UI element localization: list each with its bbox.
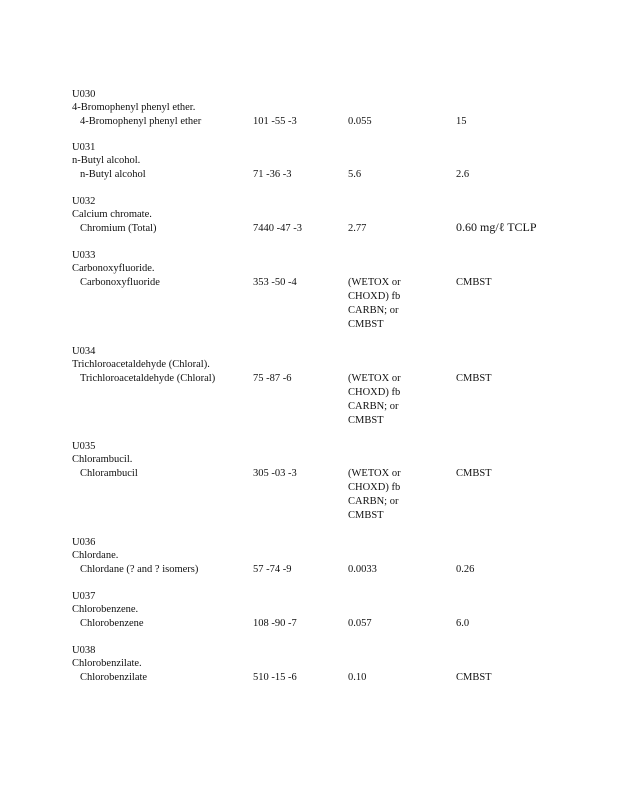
- waste-name: Trichloroacetaldehyde (Chloral).: [72, 359, 210, 370]
- wastewater-standard-line: CMBST: [348, 510, 384, 521]
- waste-name: Chlorobenzene.: [72, 604, 139, 615]
- cas-number: 7440 -47 -3: [253, 223, 302, 234]
- waste-code: U038: [72, 645, 96, 656]
- constituent-name: Chlordane (? and ? isomers): [80, 564, 199, 575]
- nonwastewater-standard: CMBST: [456, 373, 492, 384]
- waste-code: U032: [72, 196, 96, 207]
- nonwastewater-standard: 6.0: [456, 618, 470, 629]
- nonwastewater-standard: CMBST: [456, 468, 492, 479]
- waste-name: Chlorobenzilate.: [72, 658, 142, 669]
- waste-name: Chlorambucil.: [72, 454, 133, 465]
- constituent-name: n-Butyl alcohol: [80, 169, 146, 180]
- nonwastewater-standard: CMBST: [456, 672, 492, 683]
- wastewater-standard-line: CHOXD) fb: [348, 482, 401, 493]
- waste-code: U036: [72, 537, 96, 548]
- wastewater-standard: 5.6: [348, 169, 362, 180]
- cas-number: 101 -55 -3: [253, 116, 297, 127]
- waste-name: 4-Bromophenyl phenyl ether.: [72, 102, 196, 113]
- wastewater-standard: 0.057: [348, 618, 372, 629]
- constituent-name: Trichloroacetaldehyde (Chloral): [80, 373, 216, 384]
- waste-code: U035: [72, 441, 96, 452]
- wastewater-standard: 0.0033: [348, 564, 377, 575]
- wastewater-standard-line: CMBST: [348, 319, 384, 330]
- waste-name: Calcium chromate.: [72, 209, 152, 220]
- wastewater-standard-line: CHOXD) fb: [348, 291, 401, 302]
- wastewater-standard-line: CARBN; or: [348, 305, 399, 316]
- waste-name: Carbonoxyfluoride.: [72, 263, 155, 274]
- waste-code: U037: [72, 591, 96, 602]
- constituent-name: Chlorobenzene: [80, 618, 144, 629]
- wastewater-standard-line: CHOXD) fb: [348, 387, 401, 398]
- constituent-name: Chlorobenzilate: [80, 672, 148, 683]
- cas-number: 71 -36 -3: [253, 169, 292, 180]
- wastewater-standard: 2.77: [348, 223, 367, 234]
- nonwastewater-standard: 0.60 mg/ℓ TCLP: [456, 220, 537, 234]
- nonwastewater-standard: 0.26: [456, 564, 475, 575]
- constituent-name: Chlorambucil: [80, 468, 138, 479]
- waste-code: U030: [72, 89, 96, 100]
- cas-number: 57 -74 -9: [253, 564, 292, 575]
- constituent-name: 4-Bromophenyl phenyl ether: [80, 116, 202, 127]
- wastewater-standard-line: (WETOX or: [348, 373, 401, 384]
- wastewater-standard-line: CARBN; or: [348, 401, 399, 412]
- waste-code: U033: [72, 250, 96, 261]
- wastewater-standard: 0.055: [348, 116, 372, 127]
- wastewater-standard-line: CARBN; or: [348, 496, 399, 507]
- constituent-name: Chromium (Total): [80, 223, 157, 234]
- cas-number: 353 -50 -4: [253, 277, 297, 288]
- wastewater-standard-line: (WETOX or: [348, 277, 401, 288]
- cas-number: 305 -03 -3: [253, 468, 297, 479]
- waste-name: n-Butyl alcohol.: [72, 155, 141, 166]
- cas-number: 75 -87 -6: [253, 373, 292, 384]
- cas-number: 108 -90 -7: [253, 618, 297, 629]
- wastewater-standard-line: (WETOX or: [348, 468, 401, 479]
- wastewater-standard: 0.10: [348, 672, 367, 683]
- waste-code: U031: [72, 142, 96, 153]
- wastewater-standard-line: CMBST: [348, 415, 384, 426]
- nonwastewater-standard: CMBST: [456, 277, 492, 288]
- waste-name: Chlordane.: [72, 550, 119, 561]
- nonwastewater-standard: 15: [456, 116, 467, 127]
- nonwastewater-standard: 2.6: [456, 169, 470, 180]
- waste-code: U034: [72, 346, 96, 357]
- cas-number: 510 -15 -6: [253, 672, 297, 683]
- constituent-name: Carbonoxyfluoride: [80, 277, 160, 288]
